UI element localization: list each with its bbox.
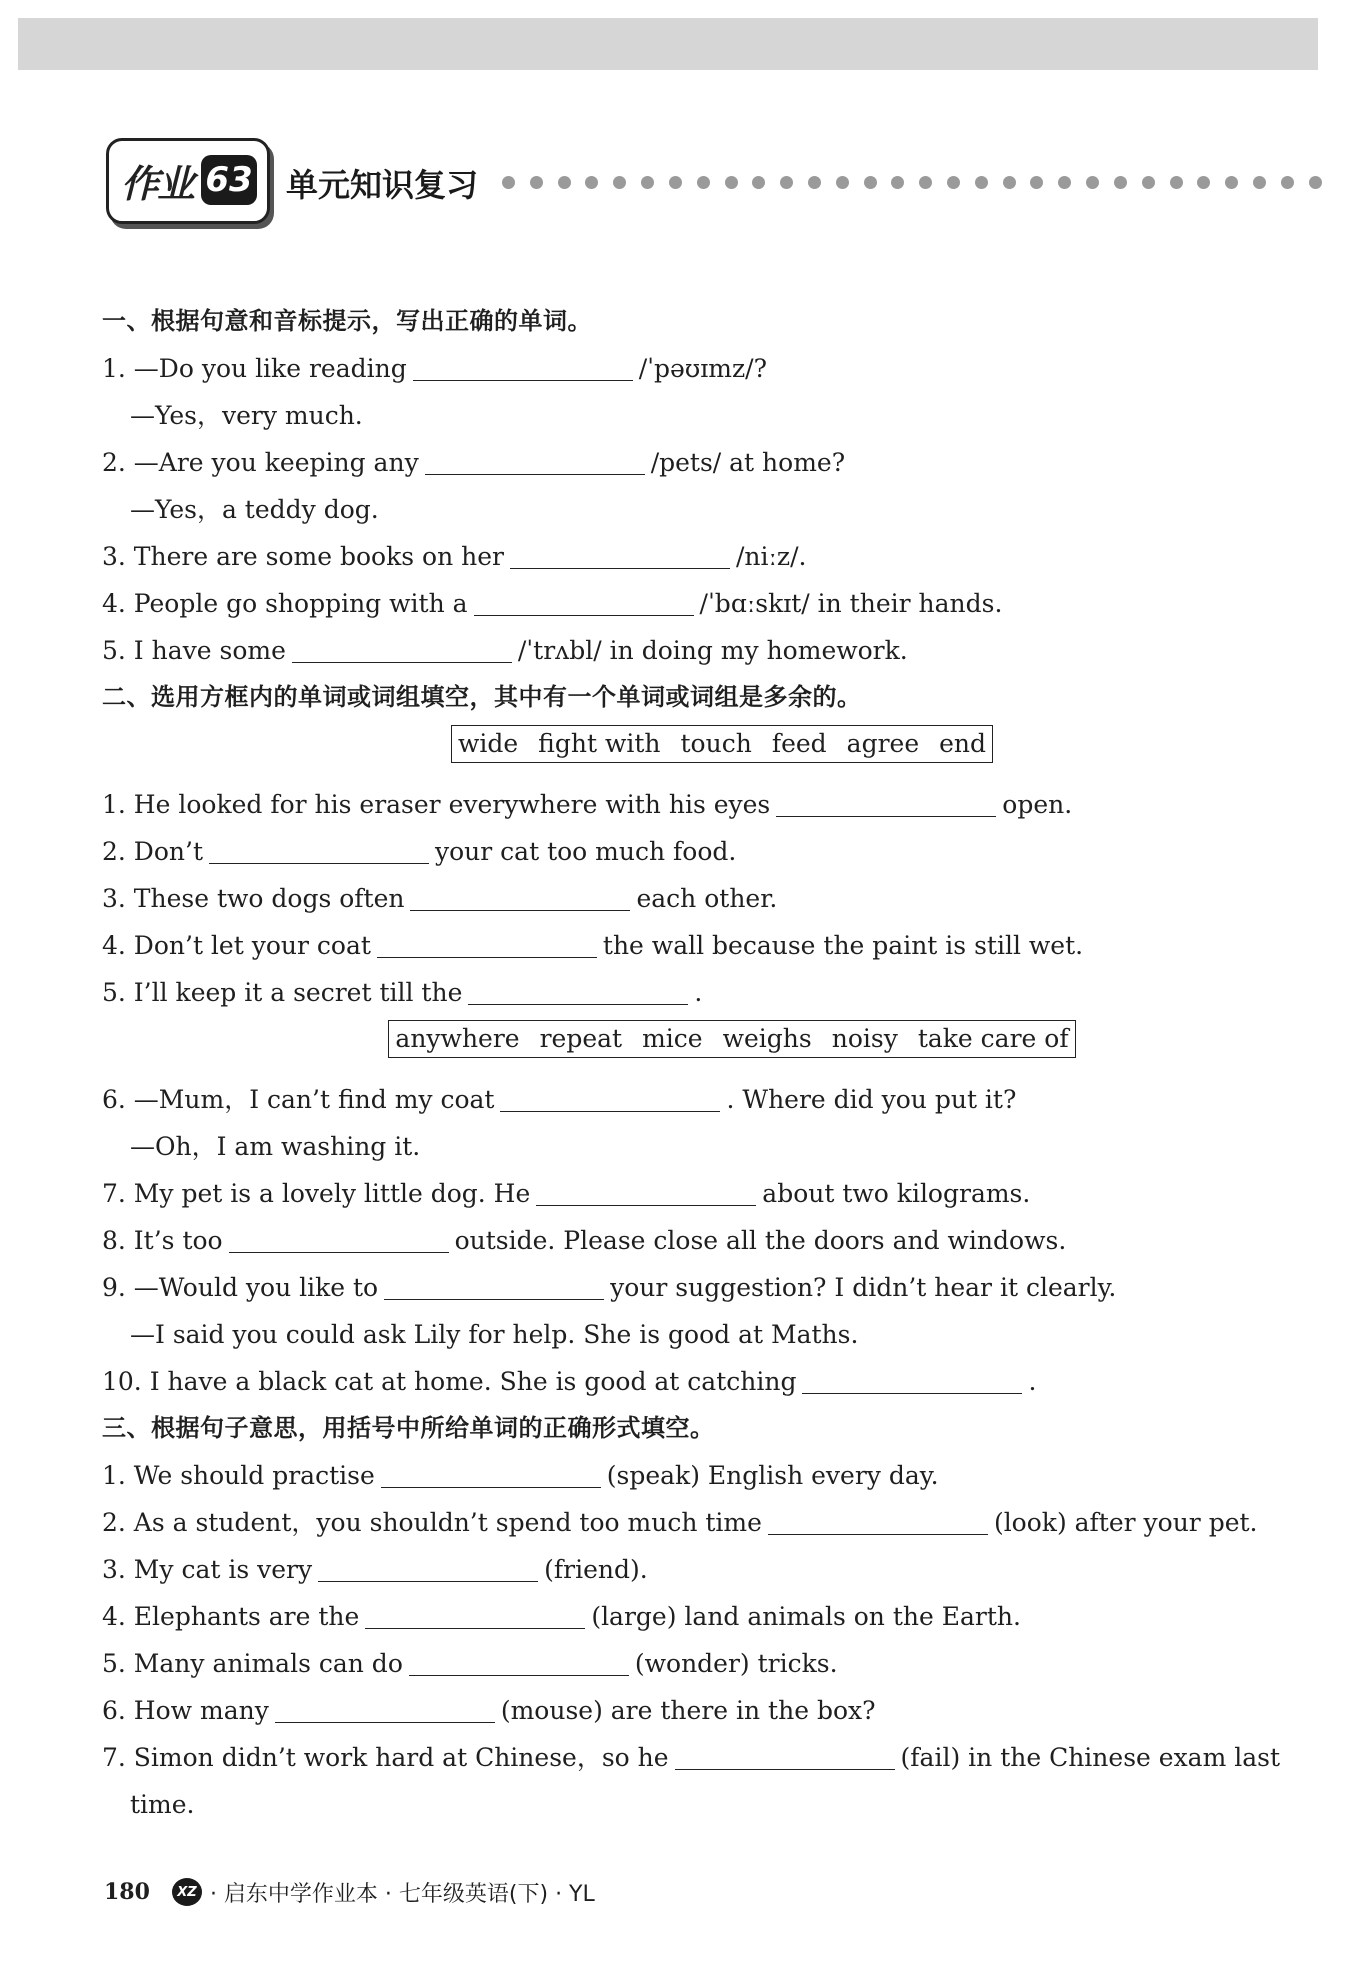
question-line: 6. —Mum，I can’t find my coat . Where did you put it?: [102, 1085, 1017, 1114]
answer-line: —Yes，a teddy dog.: [130, 495, 379, 524]
question-line: 4. People go shopping with a /ˈbɑːskɪt/ in their hands.: [102, 589, 1003, 618]
publisher-logo: XZ: [172, 1878, 202, 1906]
word-box-1: wide fight with touch feed agree end: [451, 725, 993, 763]
question-line: 1. We should practise (speak) English every day.: [102, 1461, 939, 1490]
section-1-title: 一、根据句意和音标提示，写出正确的单词。: [102, 307, 592, 335]
dotted-divider: [502, 176, 1322, 190]
question-line: 7. Simon didn’t work hard at Chinese，so he (fail) in the Chinese exam last: [102, 1743, 1281, 1772]
question-line: 9. —Would you like to your suggestion? I didn’t hear it clearly.: [102, 1273, 1117, 1302]
question-line: 3. There are some books on her /niːz/.: [102, 542, 807, 571]
word-box-row: [102, 721, 1282, 781]
question-line: 1. He looked for his eraser everywhere with his eyes open.: [102, 790, 1073, 819]
answer-blank[interactable]: [413, 379, 633, 381]
answer-blank[interactable]: [675, 1768, 895, 1770]
answer-blank[interactable]: [500, 1110, 720, 1112]
badge-label: 作业: [121, 162, 194, 206]
question-line: 5. Many animals can do (wonder) tricks.: [102, 1649, 838, 1678]
question-line: 6. How many (mouse) are there in the box?: [102, 1696, 876, 1725]
answer-blank[interactable]: [802, 1392, 1022, 1394]
answer-blank[interactable]: [292, 661, 512, 663]
question-line: 4. Don’t let your coat the wall because the paint is still wet.: [102, 931, 1084, 960]
question-line: 4. Elephants are the (large) land animals on the Earth.: [102, 1602, 1021, 1631]
answer-blank[interactable]: [536, 1204, 756, 1206]
answer-blank[interactable]: [377, 956, 597, 958]
answer-blank[interactable]: [275, 1721, 495, 1723]
answer-line: —Yes，very much.: [130, 401, 363, 430]
book-title: · 启东中学作业本 · 七年级英语(下) · YL: [209, 1881, 595, 1907]
question-line: 10. I have a black cat at home. She is good at catching .: [102, 1367, 1037, 1396]
answer-blank[interactable]: [510, 567, 730, 569]
answer-blank[interactable]: [384, 1298, 604, 1300]
page-number: 180: [104, 1879, 150, 1905]
question-line: 2. —Are you keeping any /pets/ at home?: [102, 448, 846, 477]
answer-blank[interactable]: [776, 815, 996, 817]
assignment-badge: [106, 138, 270, 224]
answer-blank[interactable]: [425, 473, 645, 475]
answer-blank[interactable]: [381, 1486, 601, 1488]
worksheet-content: [102, 298, 1282, 1828]
answer-blank[interactable]: [229, 1251, 449, 1253]
continuation-line: time.: [130, 1790, 195, 1819]
answer-blank[interactable]: [365, 1627, 585, 1629]
answer-blank[interactable]: [209, 862, 429, 864]
assignment-header: [106, 138, 1326, 228]
top-scan-bar: [18, 18, 1318, 70]
question-line: 2. As a student，you shouldn’t spend too much time (look) after your pet.: [102, 1508, 1258, 1537]
question-line: 2. Don’t your cat too much food.: [102, 837, 737, 866]
question-line: 7. My pet is a lovely little dog. He about two kilograms.: [102, 1179, 1031, 1208]
answer-line: —I said you could ask Lily for help. She is good at Maths.: [130, 1320, 859, 1349]
question-line: 1. —Do you like reading /ˈpəʊɪmz/?: [102, 354, 767, 383]
answer-blank[interactable]: [768, 1533, 988, 1535]
answer-line: —Oh，I am washing it.: [130, 1132, 421, 1161]
question-line: 3. My cat is very (friend).: [102, 1555, 648, 1584]
question-line: 5. I have some /ˈtrʌbl/ in doing my homework.: [102, 636, 908, 665]
answer-blank[interactable]: [468, 1003, 688, 1005]
answer-blank[interactable]: [410, 909, 630, 911]
answer-blank[interactable]: [409, 1674, 629, 1676]
page-title: 单元知识复习: [286, 166, 479, 204]
question-line: 5. I’ll keep it a secret till the .: [102, 978, 703, 1007]
section-3-title: 三、根据句子意思，用括号中所给单词的正确形式填空。: [102, 1414, 715, 1442]
answer-blank[interactable]: [318, 1580, 538, 1582]
badge-number: 63: [201, 155, 257, 205]
question-line: 3. These two dogs often each other.: [102, 884, 778, 913]
answer-blank[interactable]: [474, 614, 694, 616]
page-footer: [104, 1872, 595, 1912]
section-2-title: 二、选用方框内的单词或词组填空，其中有一个单词或词组是多余的。: [102, 683, 862, 711]
word-box-row: [102, 1016, 1282, 1076]
question-line: 8. It’s too outside. Please close all the doors and windows.: [102, 1226, 1067, 1255]
word-box-2: anywhere repeat mice weighs noisy take care of: [388, 1020, 1075, 1058]
